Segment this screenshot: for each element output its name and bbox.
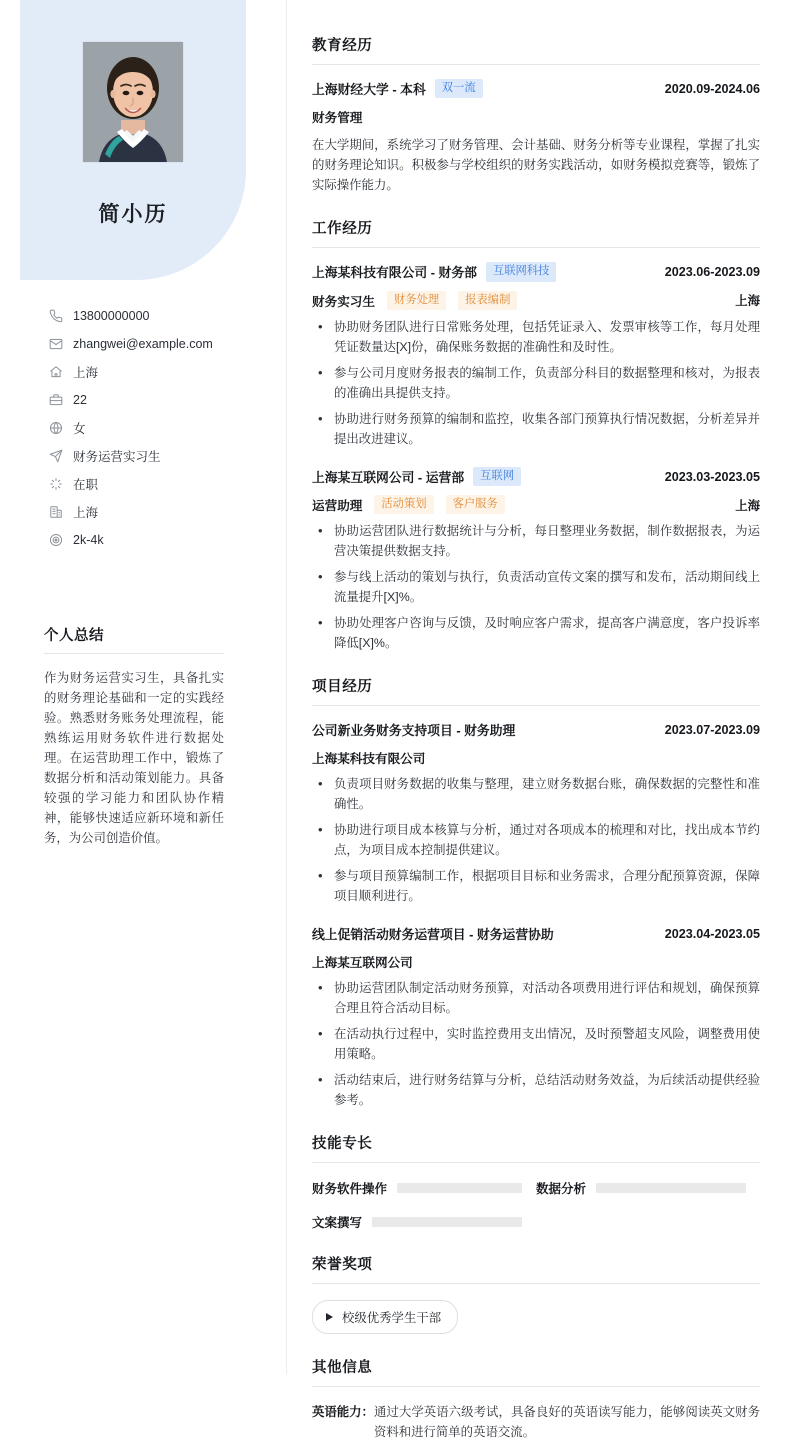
work-entry-sub bbox=[312, 495, 760, 514]
work-location: 上海 bbox=[735, 294, 760, 309]
portrait-photo-icon bbox=[83, 42, 183, 162]
project-bullets bbox=[312, 978, 760, 1110]
main-content bbox=[286, 0, 794, 1440]
work-bullet: • 协助处理客户咨询与反馈，及时响应客户需求，提高客户满意度，客户投诉率降低[X]%。 bbox=[312, 613, 760, 653]
honors-list bbox=[312, 1300, 760, 1334]
other-info-section bbox=[312, 1356, 760, 1442]
building-icon bbox=[48, 504, 64, 520]
work-industry-tag: 互联网 bbox=[473, 467, 521, 486]
skill-progress-bar bbox=[596, 1183, 746, 1193]
work-skill-tag: 客户服务 bbox=[446, 495, 505, 514]
contact-value: 2k-4k bbox=[73, 533, 104, 547]
contact-item-position bbox=[48, 442, 268, 470]
work-skill-tag: 活动策划 bbox=[374, 495, 433, 514]
project-entry bbox=[312, 720, 760, 906]
education-entry bbox=[312, 79, 760, 195]
project-company: 上海某互联网公司 bbox=[312, 956, 413, 971]
contact-item-status bbox=[48, 470, 268, 498]
work-entry-head bbox=[312, 262, 760, 281]
work-skill-tag: 报表编制 bbox=[458, 291, 517, 310]
education-description: 在大学期间，系统学习了财务管理、会计基础、财务分析等专业课程，掌握了扎实的财务理论知识。积极参与学校组织的财务实践活动，如财务模拟竞赛等，锻炼了实际操作能力。 bbox=[312, 138, 760, 193]
education-tag: 双一流 bbox=[435, 79, 483, 98]
work-entry bbox=[312, 262, 760, 449]
education-major: 财务管理 bbox=[312, 111, 363, 126]
work-bullets bbox=[312, 317, 760, 449]
project-company: 上海某科技有限公司 bbox=[312, 752, 426, 767]
contact-item-city bbox=[48, 358, 268, 386]
honor-label: 校级优秀学生干部 bbox=[342, 1311, 442, 1326]
work-skill-tag: 财务处理 bbox=[387, 291, 446, 310]
education-school: 上海财经大学 - 本科 bbox=[312, 82, 426, 98]
work-bullet: • 参与公司月度财务报表的编制工作，负责部分科目的数据整理和核对，为报表的准确出具提供支持。 bbox=[312, 363, 760, 403]
paper-plane-icon bbox=[48, 448, 64, 464]
contact-item-salary bbox=[48, 526, 268, 554]
honors-section bbox=[312, 1253, 760, 1334]
play-triangle-icon bbox=[326, 1313, 333, 1321]
work-bullet: • 参与线上活动的策划与执行，负责活动宣传文案的撰写和发布，活动期间线上流量提升[X]%。 bbox=[312, 567, 760, 607]
skill-progress-bar bbox=[397, 1183, 522, 1193]
work-bullet: • 协助运营团队进行数据统计与分析，每日整理业务数据，制作数据报表，为运营决策提供数据支持。 bbox=[312, 521, 760, 561]
personal-summary-title: 个人总结 bbox=[44, 624, 224, 654]
contact-item-phone bbox=[48, 302, 268, 330]
sidebar-header-panel bbox=[20, 0, 246, 280]
contact-value: 上海 bbox=[73, 366, 99, 380]
project-bullet: • 负责项目财务数据的收集与整理，建立财务数据台账，确保数据的完整性和准确性。 bbox=[312, 774, 760, 814]
projects-section bbox=[312, 675, 760, 1110]
contact-value: 在职 bbox=[73, 478, 99, 492]
contact-item-age bbox=[48, 386, 268, 414]
work-role: 财务实习生 bbox=[312, 294, 375, 309]
work-role: 运营助理 bbox=[312, 499, 363, 514]
project-bullets bbox=[312, 774, 760, 906]
work-company: 上海某科技有限公司 - 财务部 bbox=[312, 265, 477, 281]
work-section bbox=[312, 217, 760, 653]
section-title-honors: 荣誉奖项 bbox=[312, 1253, 760, 1284]
section-title-work: 工作经历 bbox=[312, 217, 760, 248]
project-bullet: • 协助进行项目成本核算与分析，通过对各项成本的梳理和对比，找出成本节约点，为项目成本控制提供建议。 bbox=[312, 820, 760, 860]
contact-item-email bbox=[48, 330, 268, 358]
work-date: 2023.06-2023.09 bbox=[664, 264, 760, 279]
skill-progress-bar bbox=[372, 1217, 522, 1227]
contact-item-work-city bbox=[48, 498, 268, 526]
work-bullet: • 协助进行财务预算的编制和监控，收集各部门预算执行情况数据，分析差异并提出改进建议。 bbox=[312, 409, 760, 449]
education-date: 2020.09-2024.06 bbox=[664, 81, 760, 96]
contact-list bbox=[48, 302, 268, 554]
briefcase-icon bbox=[48, 392, 64, 408]
project-bullet: • 活动结束后，进行财务结算与分析，总结活动财务效益，为后续活动提供经验参考。 bbox=[312, 1070, 760, 1110]
project-bullet: • 在活动执行过程中，实时监控费用支出情况，及时预警超支风险，调整费用使用策略。 bbox=[312, 1024, 760, 1064]
target-icon bbox=[48, 532, 64, 548]
other-info-row bbox=[312, 1402, 760, 1442]
envelope-icon bbox=[48, 336, 64, 352]
section-title-projects: 项目经历 bbox=[312, 675, 760, 706]
status-icon bbox=[48, 476, 64, 492]
project-entry-head bbox=[312, 720, 760, 739]
phone-icon bbox=[48, 308, 64, 324]
contact-value: 女 bbox=[73, 422, 86, 436]
work-entry bbox=[312, 467, 760, 654]
work-location: 上海 bbox=[735, 498, 760, 513]
globe-icon bbox=[48, 420, 64, 436]
other-info-value: 通过大学英语六级考试，具备良好的英语读写能力，能够阅读英文财务资料和进行简单的英语交流。 bbox=[373, 1405, 760, 1440]
section-title-skills: 技能专长 bbox=[312, 1132, 760, 1163]
education-section bbox=[312, 34, 760, 195]
contact-item-gender bbox=[48, 414, 268, 442]
work-company: 上海某互联网公司 - 运营部 bbox=[312, 470, 465, 486]
work-date: 2023.03-2023.05 bbox=[664, 469, 760, 484]
skills-section bbox=[312, 1132, 760, 1231]
personal-summary-section bbox=[44, 624, 224, 848]
work-industry-tag: 互联网科技 bbox=[486, 262, 557, 281]
project-entry-head bbox=[312, 924, 760, 943]
skill-label: 数据分析 bbox=[536, 1182, 587, 1197]
skills-grid bbox=[312, 1179, 760, 1231]
project-date: 2023.07-2023.09 bbox=[664, 722, 760, 737]
contact-value: 上海 bbox=[73, 506, 99, 520]
contact-value: 22 bbox=[73, 393, 87, 407]
skill-label: 文案撰写 bbox=[312, 1216, 363, 1231]
work-bullets bbox=[312, 521, 760, 653]
personal-summary-text: 作为财务运营实习生，具备扎实的财务理论基础和一定的实践经验。熟悉财务账务处理流程，能熟练运用财务软件进行数据处理。在运营助理工作中，锻炼了数据分析和活动策划能力。具备较强的学习能力和团队协作精神，能够快速适应新环境和新任务，为公司创造价值。 bbox=[44, 671, 224, 845]
skill-item bbox=[536, 1179, 760, 1197]
contact-value: zhangwei@example.com bbox=[73, 337, 213, 351]
project-entry bbox=[312, 924, 760, 1110]
contact-value: 财务运营实习生 bbox=[73, 450, 161, 464]
work-entry-head bbox=[312, 467, 760, 486]
avatar bbox=[83, 42, 183, 162]
skill-item bbox=[312, 1213, 536, 1231]
section-title-education: 教育经历 bbox=[312, 34, 760, 65]
project-bullet: • 参与项目预算编制工作，根据项目目标和业务需求，合理分配预算资源，保障项目顺利进行。 bbox=[312, 866, 760, 906]
work-entry-sub bbox=[312, 291, 760, 310]
person-name: 简小历 bbox=[98, 203, 168, 226]
project-name: 线上促销活动财务运营项目 - 财务运营协助 bbox=[312, 927, 554, 943]
sidebar bbox=[0, 0, 286, 1374]
skill-label: 财务软件操作 bbox=[312, 1182, 388, 1197]
work-bullet: • 协助财务团队进行日常账务处理，包括凭证录入、发票审核等工作，每月处理凭证数量达[X]份，确保账务数据的准确性和及时性。 bbox=[312, 317, 760, 357]
project-name: 公司新业务财务支持项目 - 财务助理 bbox=[312, 723, 516, 739]
project-date: 2023.04-2023.05 bbox=[664, 926, 760, 941]
skill-item bbox=[312, 1179, 536, 1197]
education-entry-head bbox=[312, 79, 760, 98]
section-title-other: 其他信息 bbox=[312, 1356, 760, 1387]
honor-badge[interactable] bbox=[312, 1300, 458, 1334]
sidebar-divider bbox=[286, 0, 287, 1374]
project-bullet: • 协助运营团队制定活动财务预算，对活动各项费用进行评估和规划，确保预算合理且符合活动目标。 bbox=[312, 978, 760, 1018]
home-icon bbox=[48, 364, 64, 380]
contact-value: 13800000000 bbox=[73, 309, 150, 323]
other-info-label: 英语能力： bbox=[312, 1405, 374, 1420]
